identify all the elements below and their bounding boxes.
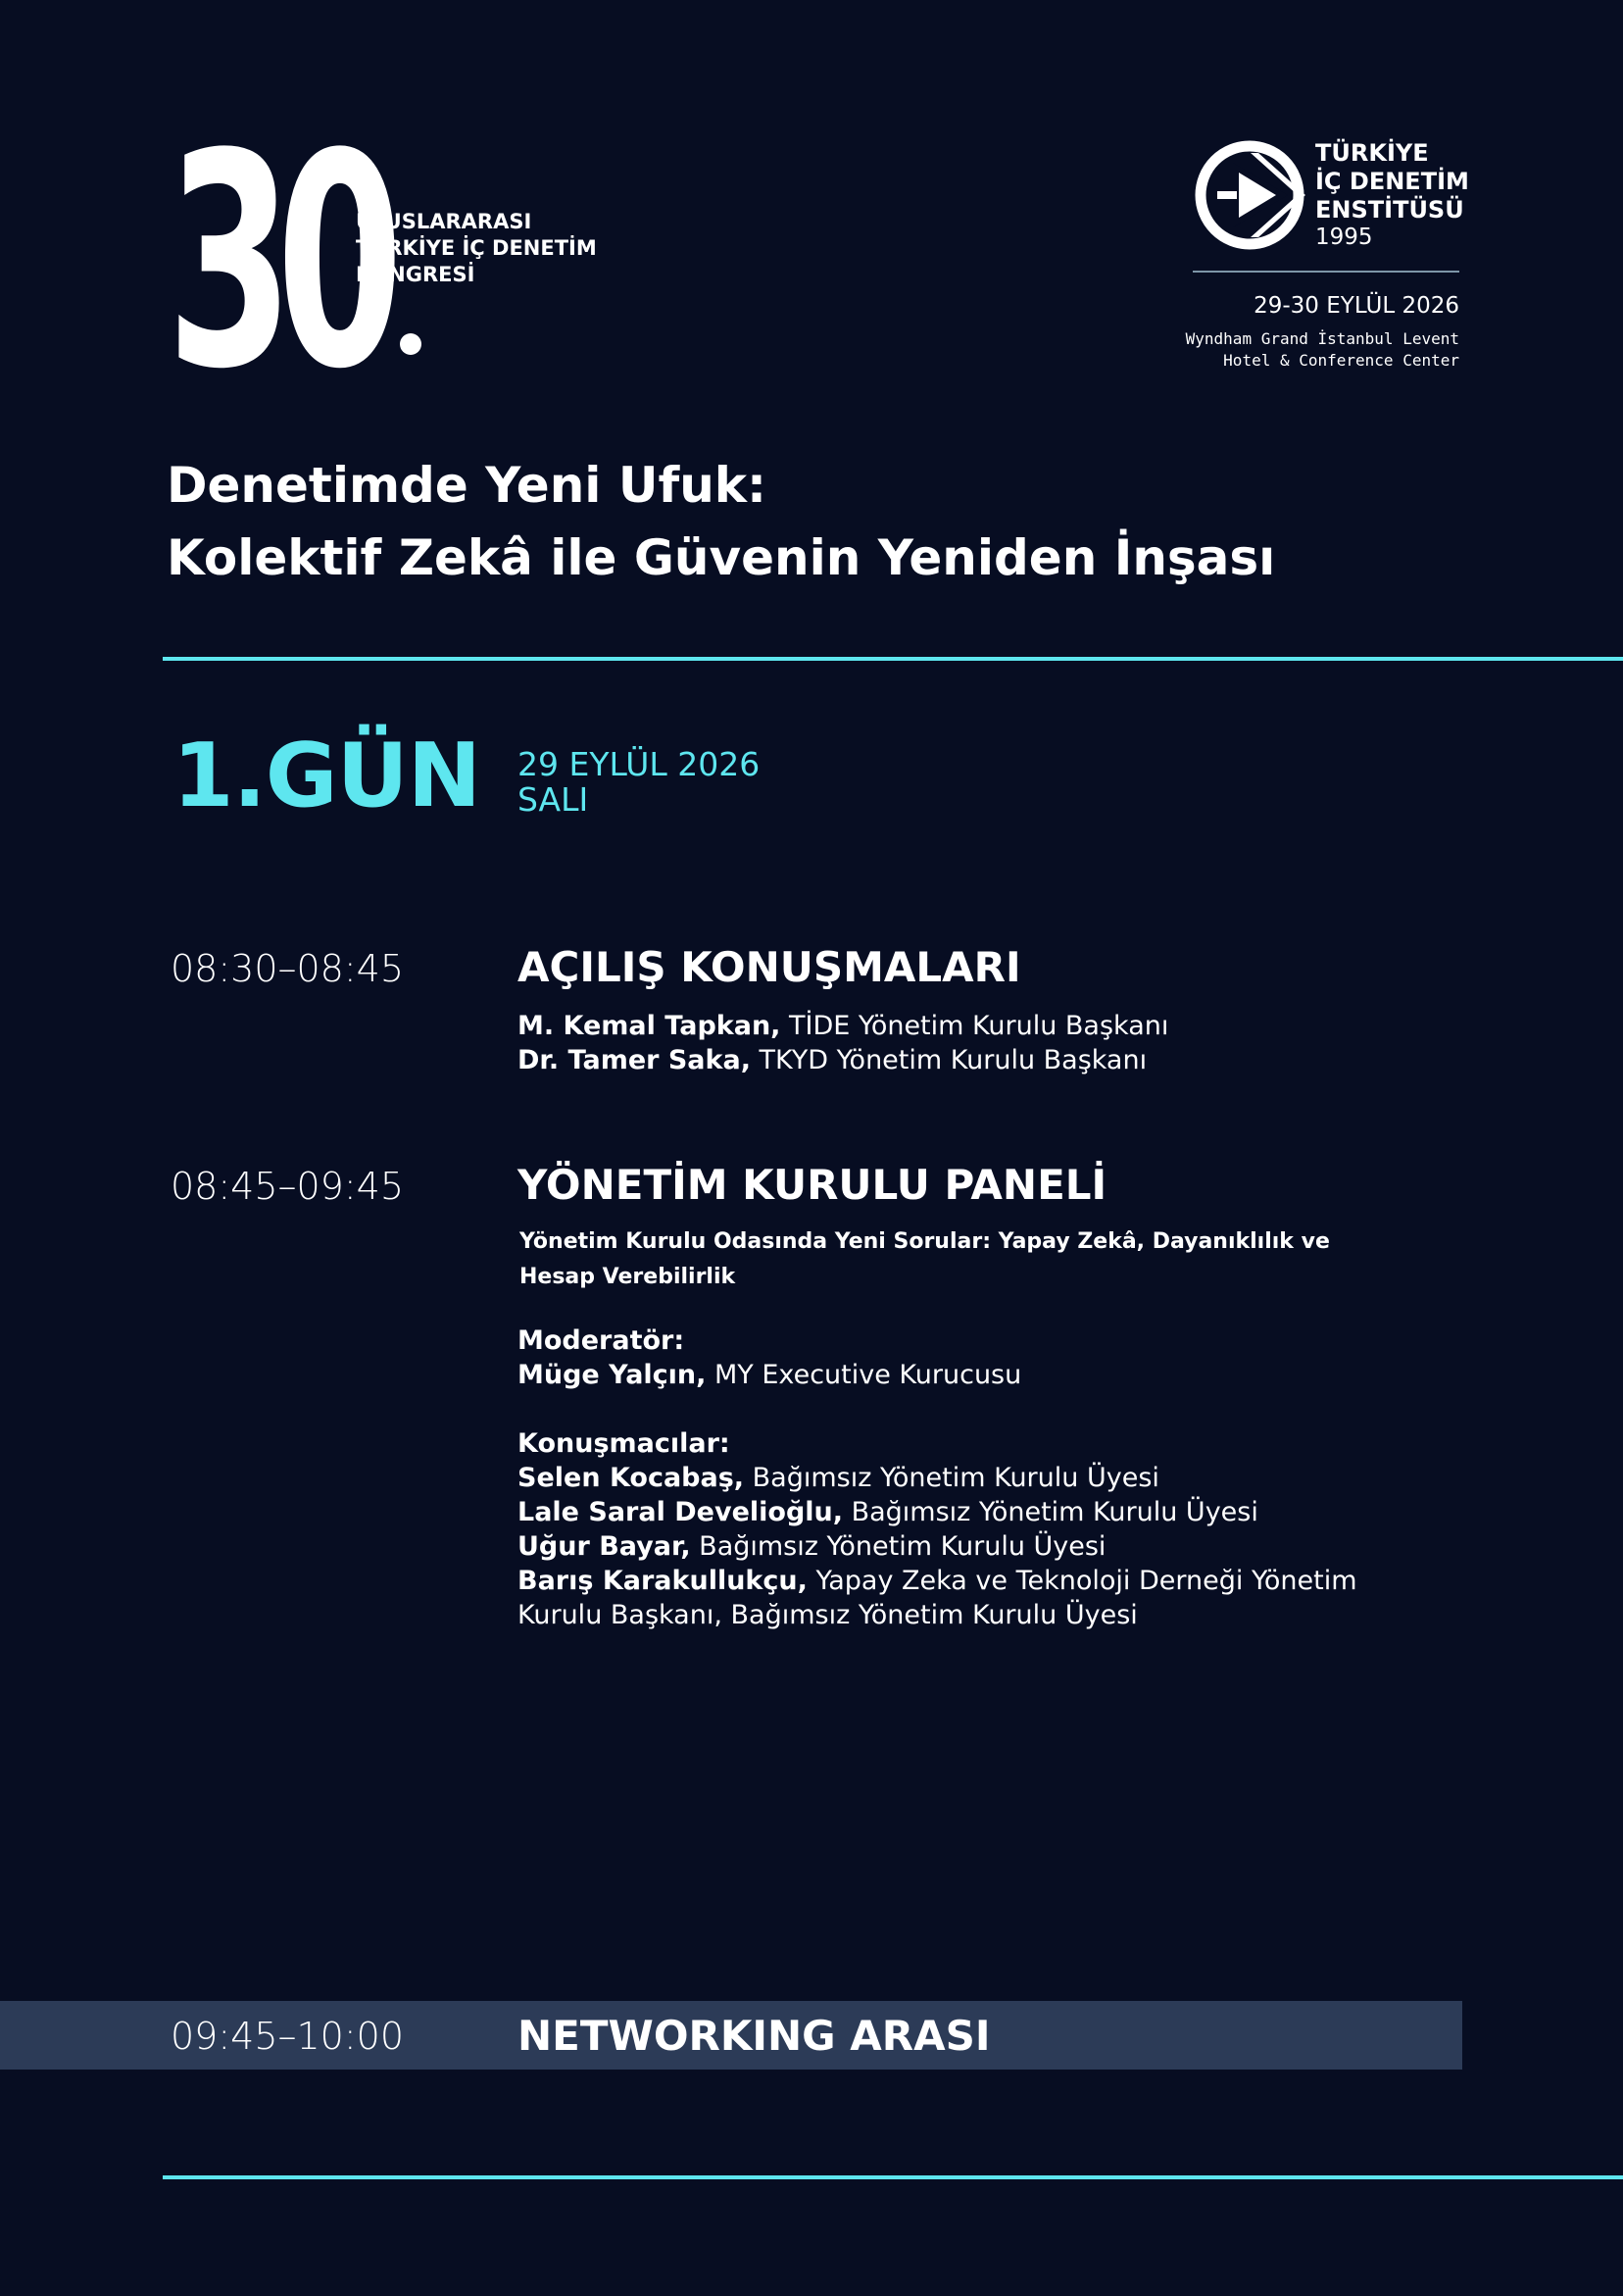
event-date: 29-30 EYLÜL 2026 (1254, 293, 1459, 319)
speaker-name: M. Kemal Tapkan, (517, 1011, 781, 1041)
congress-name (356, 209, 597, 288)
speaker-line (517, 1564, 1357, 1598)
speaker-continuation: Kurulu Başkanı, Bağımsız Yönetim Kurulu Üyesi (517, 1600, 1138, 1630)
speaker-line (517, 1495, 1258, 1529)
institute-line-1: TÜRKİYE (1315, 139, 1429, 167)
speaker-line (517, 1009, 1168, 1043)
venue-line-1: Wyndham Grand İstanbul Levent (1185, 329, 1459, 348)
venue-line-2: Hotel & Conference Center (1223, 351, 1459, 370)
session-subtitle (519, 1224, 1330, 1295)
page-title (167, 449, 1275, 594)
institute-logo-icon (1192, 137, 1307, 253)
title-line-2: Kolektif Zekâ ile Güvenin Yeniden İnşası (167, 529, 1276, 586)
speaker-role: Bağımsız Yönetim Kurulu Üyesi (690, 1531, 1107, 1562)
session-title: YÖNETİM KURULU PANELİ (517, 1161, 1107, 1209)
speaker-role: Bağımsız Yönetim Kurulu Üyesi (744, 1463, 1159, 1493)
institute-name (1315, 139, 1469, 225)
moderator-role: MY Executive Kurucusu (706, 1360, 1022, 1390)
speaker-role: TİDE Yönetim Kurulu Başkanı (780, 1011, 1169, 1041)
congress-line-2: TÜRKİYE İÇ DENETİM (356, 236, 597, 260)
institute-line-2: İÇ DENETİM (1315, 168, 1469, 195)
day-date-line: 29 EYLÜL 2026 (517, 745, 761, 783)
speaker-name: Dr. Tamer Saka, (517, 1045, 751, 1075)
congress-line-3: KONGRESİ (356, 263, 475, 286)
title-line-1: Denetimde Yeni Ufuk: (167, 457, 767, 514)
day-label: 1.GÜN (172, 724, 481, 827)
moderator-heading: Moderatör: (517, 1325, 685, 1356)
speaker-line (517, 1529, 1106, 1564)
bottom-divider (163, 2175, 1623, 2179)
speakers-heading: Konuşmacılar: (517, 1428, 730, 1459)
congress-line-1: ULUSLARARASI (356, 210, 532, 233)
session-time: 08:45–09:45 (171, 1165, 405, 1208)
speaker-line (517, 1043, 1147, 1077)
networking-time: 09:45–10:00 (171, 2015, 405, 2058)
speaker-line (517, 1461, 1159, 1495)
moderator-name: Müge Yalçın, (517, 1360, 707, 1390)
moderator-line (517, 1358, 1021, 1392)
day-date (517, 747, 760, 818)
speaker-role: Bağımsız Yönetim Kurulu Üyesi (843, 1497, 1258, 1527)
day-weekday: SALI (517, 780, 589, 819)
speaker-role: TKYD Yönetim Kurulu Başkanı (750, 1045, 1148, 1075)
edition-number: 30 (167, 91, 387, 433)
edition-dot (400, 333, 421, 355)
speaker-name: Uğur Bayar, (517, 1531, 691, 1562)
speaker-name: Selen Kocabaş, (517, 1463, 745, 1493)
venue (1186, 328, 1459, 372)
header-divider (1193, 271, 1459, 273)
speaker-name: Barış Karakullukçu, (517, 1566, 808, 1596)
session-title: AÇILIŞ KONUŞMALARI (517, 943, 1021, 991)
session-time: 08:30–08:45 (171, 947, 405, 990)
top-divider (163, 657, 1623, 661)
speaker-name: Lale Saral Develioğlu, (517, 1497, 844, 1527)
subtitle-line-2: Hesap Verebilirlik (519, 1265, 736, 1289)
networking-title: NETWORKING ARASI (517, 2012, 991, 2060)
institute-line-3: ENSTİTÜSÜ (1315, 196, 1464, 224)
speaker-role: Yapay Zeka ve Teknoloji Derneği Yönetim (807, 1566, 1357, 1596)
institute-year: 1995 (1315, 225, 1373, 250)
subtitle-line-1: Yönetim Kurulu Odasında Yeni Sorular: Yapay Zekâ, Dayanıklılık ve (519, 1229, 1330, 1254)
